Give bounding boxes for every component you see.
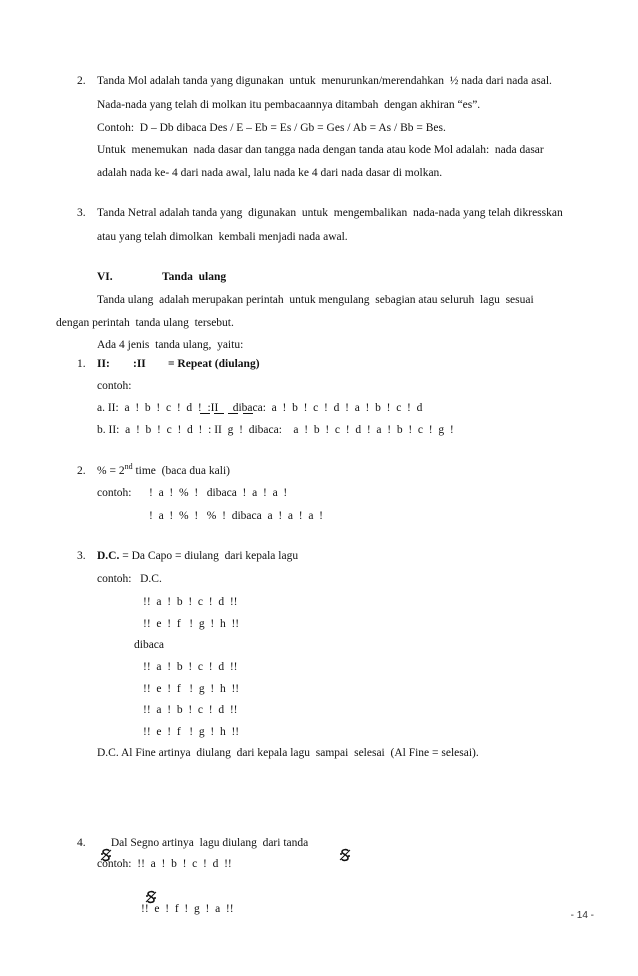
- segno-icon: [333, 834, 351, 864]
- paragraph-line: atau yang telah dimolkan kembali menjadi nada awal.: [97, 231, 348, 243]
- item-title: D.C. = Da Capo = diulang dari kepala lagu: [97, 550, 299, 562]
- paragraph-line: Untuk menemukan nada dasar dan tangga nada dengan tanda atau kode Mol adalah: nada dasar: [97, 144, 544, 156]
- paragraph-line: Ada 4 jenis tanda ulang, yaitu:: [97, 339, 244, 351]
- item-number: 1.: [77, 358, 86, 370]
- paragraph-line: Contoh: D – Db dibaca Des / E – Eb = Es / Gb = Ges / Ab = As / Bb = Bes.: [97, 122, 446, 134]
- item-number: 2.: [77, 465, 86, 477]
- paragraph-line: Tanda Netral adalah tanda yang digunakan untuk mengembalikan nada-nada yang telah dikresskan: [97, 207, 563, 219]
- dibaca-label: dibaca: [134, 639, 165, 651]
- item-number: 4.: [77, 837, 86, 849]
- section-number: VI.: [97, 271, 113, 283]
- example-line: !! e ! f ! g ! h !!: [143, 618, 240, 630]
- paragraph-line: D.C. Al Fine artinya diulang dari kepala lagu sampai selesai (Al Fine = selesai).: [97, 747, 479, 759]
- example-line: b. II: a ! b ! c ! d ! : II g ! dibaca: a ! b ! c ! d ! a ! b ! c ! g !: [97, 424, 454, 436]
- example-line: ! a ! % ! % ! dibaca a ! a ! a !: [149, 510, 324, 522]
- item-number: 3.: [77, 207, 86, 219]
- item-title: = Repeat (diulang): [168, 358, 260, 370]
- section-heading: Tanda ulang: [162, 271, 227, 283]
- overline-mark: [200, 413, 210, 414]
- example-label: contoh:: [97, 380, 132, 392]
- example-line: contoh: !! a ! b ! c ! d !!: [97, 858, 232, 870]
- paragraph-line: adalah nada ke- 4 dari nada awal, lalu nada ke 4 dari nada dasar di molkan.: [97, 167, 443, 179]
- overline-mark: [243, 413, 253, 414]
- example-line: ! a ! % ! dibaca ! a ! a !: [149, 487, 288, 499]
- item-title: % = 2nd time (baca dua kali): [97, 462, 230, 477]
- paragraph-line: Tanda ulang adalah merupakan perintah untuk mengulang sebagian atau seluruh lagu sesuai: [97, 294, 534, 306]
- item-number: 3.: [77, 550, 86, 562]
- example-label: contoh:: [97, 487, 132, 499]
- example-line: !! e ! f ! g ! a !!: [141, 903, 234, 915]
- example-line: !! e ! f ! g ! h !!: [143, 683, 240, 695]
- paragraph-line: Tanda Mol adalah tanda yang digunakan untuk menurunkan/merendahkan ½ nada dari nada asal.: [97, 75, 552, 87]
- example-line: !! e ! f ! g ! h !!: [143, 726, 240, 738]
- overline-mark: [228, 413, 238, 414]
- example-label: contoh: D.C.: [97, 573, 162, 585]
- page-number: - 14 -: [570, 910, 594, 921]
- paragraph-line: dengan perintah tanda ulang tersebut.: [56, 317, 234, 329]
- paragraph-line: Nada-nada yang telah di molkan itu pembacaannya ditambah dengan akhiran “es”.: [97, 99, 481, 111]
- repeat-sign-open: II:: [97, 358, 110, 370]
- example-line: a. II: a ! b ! c ! d ! :II dibaca: a ! b ! c ! d ! a ! b ! c ! d: [97, 402, 423, 414]
- example-line: !! a ! b ! c ! d !!: [143, 596, 238, 608]
- item-title: Dal Segno artinya lagu diulang dari tanda: [108, 837, 309, 849]
- example-line: !! a ! b ! c ! d !!: [143, 704, 238, 716]
- repeat-sign-close: :II: [133, 358, 146, 370]
- example-line: !! a ! b ! c ! d !!: [143, 661, 238, 673]
- overline-mark: [214, 413, 224, 414]
- item-number: 2.: [77, 75, 86, 87]
